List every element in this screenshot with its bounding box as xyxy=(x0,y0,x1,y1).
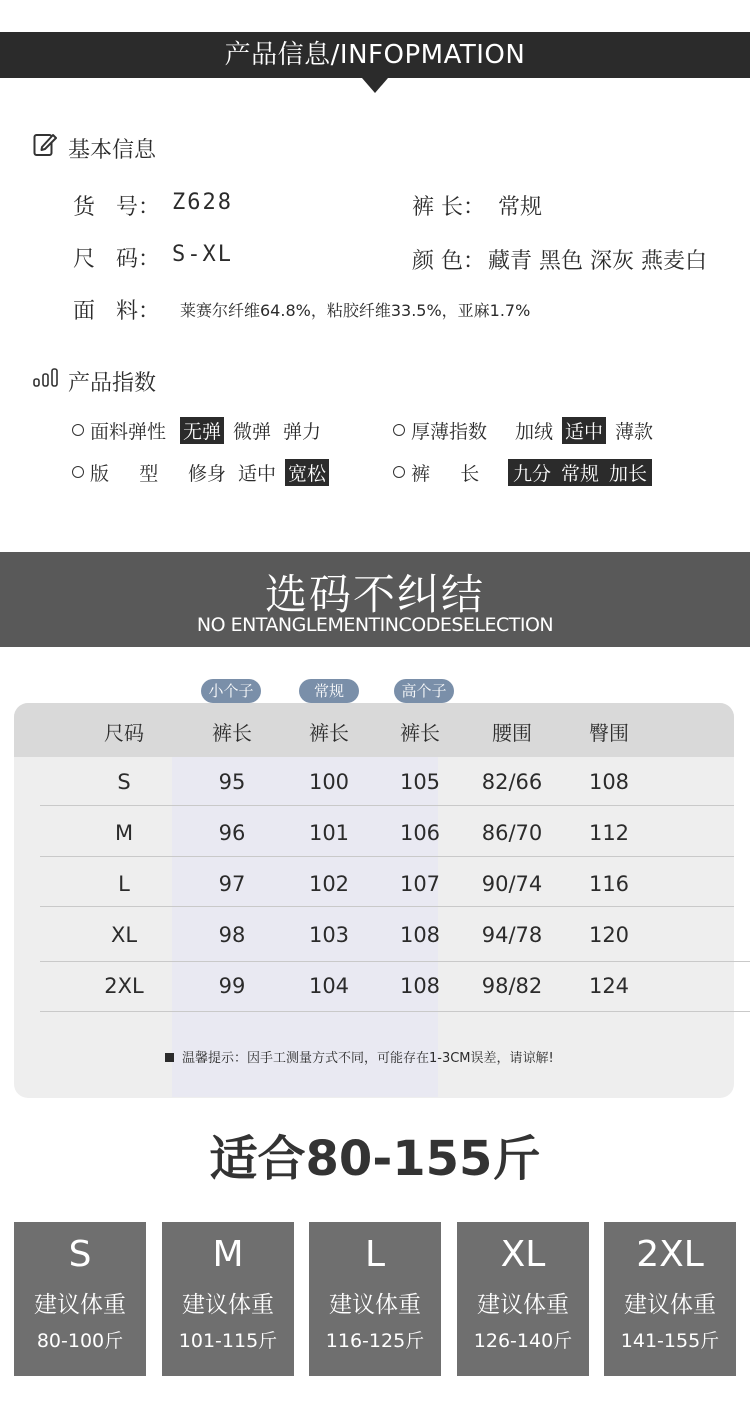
length-label: 裤 长： xyxy=(412,195,485,220)
index-options xyxy=(508,459,652,486)
weight-box-label: 建议体重 xyxy=(477,1292,569,1318)
index-option: 微弹 xyxy=(233,421,272,443)
radio-circle-icon xyxy=(72,466,84,478)
table-cell: 86/70 xyxy=(481,821,543,845)
table-cell: 95 xyxy=(218,770,246,794)
table-cell: S xyxy=(117,770,131,794)
size-value: S-XL xyxy=(172,242,233,267)
header-pointer xyxy=(362,78,388,93)
table-cell: 107 xyxy=(399,872,441,896)
table-cell: 112 xyxy=(588,821,630,845)
weight-box-range: 116-125斤 xyxy=(325,1330,425,1352)
table-cell: 108 xyxy=(399,923,441,947)
basic-info-title: 基本信息 xyxy=(68,138,157,163)
table-cell: 98/82 xyxy=(481,974,543,998)
radio-circle-icon xyxy=(393,466,405,478)
item-no-value: Z628 xyxy=(172,190,233,215)
table-cell: 101 xyxy=(308,821,350,845)
table-cell: 90/74 xyxy=(481,872,543,896)
weight-box-label: 建议体重 xyxy=(329,1292,421,1318)
table-cell: 82/66 xyxy=(481,770,543,794)
index-row xyxy=(72,459,158,486)
weight-box-range: 126-140斤 xyxy=(473,1330,573,1352)
weight-box-label: 建议体重 xyxy=(624,1292,716,1318)
bullet-square-icon xyxy=(165,1053,174,1062)
index-label: 厚薄指数 xyxy=(411,421,488,443)
size-selection-title: 选码不纠结 xyxy=(264,570,485,619)
index-option-selected: 适中 xyxy=(562,417,606,444)
index-option-selected: 九分 xyxy=(508,459,556,486)
weight-box-label: 建议体重 xyxy=(34,1292,126,1318)
index-options xyxy=(512,417,662,444)
weight-box-size: M xyxy=(212,1234,244,1275)
table-cell: M xyxy=(114,821,134,845)
table-cell: 2XL xyxy=(104,974,144,998)
index-row xyxy=(393,417,487,444)
color-label: 颜 色： xyxy=(412,249,485,274)
weight-box xyxy=(309,1222,441,1376)
weight-box xyxy=(162,1222,294,1376)
table-cell: XL xyxy=(110,923,138,947)
table-header-cell: 裤长 xyxy=(400,721,440,745)
measurement-tip-text: 温馨提示：因手工测量方式不同，可能存在1-3CM误差，请谅解! xyxy=(182,1051,554,1066)
table-cell: 96 xyxy=(218,821,246,845)
table-cell: 94/78 xyxy=(481,923,543,947)
table-divider xyxy=(40,805,734,806)
weight-box-range: 101-115斤 xyxy=(178,1330,278,1352)
table-cell: 97 xyxy=(218,872,246,896)
index-option-selected: 加长 xyxy=(604,459,652,486)
weight-range-title: 适合80-155斤 xyxy=(209,1131,541,1187)
measurement-tip xyxy=(165,1047,554,1066)
table-header-cell: 裤长 xyxy=(212,721,252,745)
length-value: 常规 xyxy=(498,195,543,220)
table-cell: 103 xyxy=(308,923,350,947)
product-index-title: 产品指数 xyxy=(68,371,157,396)
table-header-cell: 腰围 xyxy=(492,721,532,745)
index-label: 面料弹性 xyxy=(90,421,167,443)
weight-box-size: L xyxy=(364,1234,386,1275)
weight-box xyxy=(604,1222,736,1376)
index-option: 弹力 xyxy=(283,421,322,443)
table-header-cell: 臀围 xyxy=(589,721,629,745)
table-cell: 102 xyxy=(308,872,350,896)
weight-box-range: 141-155斤 xyxy=(620,1330,720,1352)
size-selection-header xyxy=(0,552,750,647)
weight-box-size: S xyxy=(68,1234,92,1275)
table-cell: 108 xyxy=(588,770,630,794)
size-selection-subtitle: NO ENTANGLEMENTINCODESELECTION xyxy=(196,614,554,636)
index-label: 裤 长 xyxy=(411,463,480,485)
info-header: 产品信息/INFOPMATION xyxy=(0,32,750,78)
height-group-pill: 小个子 xyxy=(201,679,261,703)
edit-icon xyxy=(33,132,57,158)
table-divider xyxy=(40,906,734,907)
size-label: 尺 码： xyxy=(73,247,160,272)
weight-box-label: 建议体重 xyxy=(182,1292,274,1318)
table-cell: L xyxy=(118,872,130,896)
table-divider xyxy=(40,961,750,962)
color-value: 藏青 黑色 深灰 燕麦白 xyxy=(488,249,707,274)
table-cell: 108 xyxy=(399,974,441,998)
index-option: 修身 xyxy=(188,463,227,485)
fabric-label: 面 料： xyxy=(73,299,160,324)
index-option-selected: 常规 xyxy=(556,459,604,486)
fabric-value: 莱赛尔纤维64.8%，粘胶纤维33.5%，亚麻1.7% xyxy=(180,301,531,320)
radio-circle-icon xyxy=(393,424,405,436)
index-row xyxy=(393,459,479,486)
weight-box-size: XL xyxy=(500,1234,546,1275)
table-cell: 98 xyxy=(218,923,246,947)
radio-circle-icon xyxy=(72,424,84,436)
table-cell: 99 xyxy=(218,974,246,998)
table-divider xyxy=(40,1011,750,1012)
table-header-cell: 裤长 xyxy=(309,721,349,745)
item-no-label: 货 号： xyxy=(73,195,160,220)
table-cell: 116 xyxy=(588,872,630,896)
index-options xyxy=(185,459,335,486)
index-option-selected: 宽松 xyxy=(285,459,329,486)
weight-box xyxy=(457,1222,589,1376)
weight-box-size: 2XL xyxy=(636,1234,704,1275)
table-cell: 105 xyxy=(399,770,441,794)
index-option-selected: 无弹 xyxy=(180,417,224,444)
bar-chart-icon xyxy=(33,368,59,388)
table-divider xyxy=(40,856,734,857)
index-option: 适中 xyxy=(238,463,277,485)
table-cell: 124 xyxy=(588,974,630,998)
index-label: 版 型 xyxy=(90,463,159,485)
index-options xyxy=(180,417,330,444)
table-header-cell: 尺码 xyxy=(104,721,144,745)
index-option: 加绒 xyxy=(515,421,554,443)
weight-box xyxy=(14,1222,146,1376)
height-group-pill: 常规 xyxy=(299,679,359,703)
table-cell: 100 xyxy=(308,770,350,794)
table-cell: 106 xyxy=(399,821,441,845)
index-option: 薄款 xyxy=(615,421,654,443)
height-group-pill: 高个子 xyxy=(394,679,454,703)
table-cell: 120 xyxy=(588,923,630,947)
index-row xyxy=(72,417,166,444)
table-cell: 104 xyxy=(308,974,350,998)
weight-box-range: 80-100斤 xyxy=(36,1330,124,1352)
